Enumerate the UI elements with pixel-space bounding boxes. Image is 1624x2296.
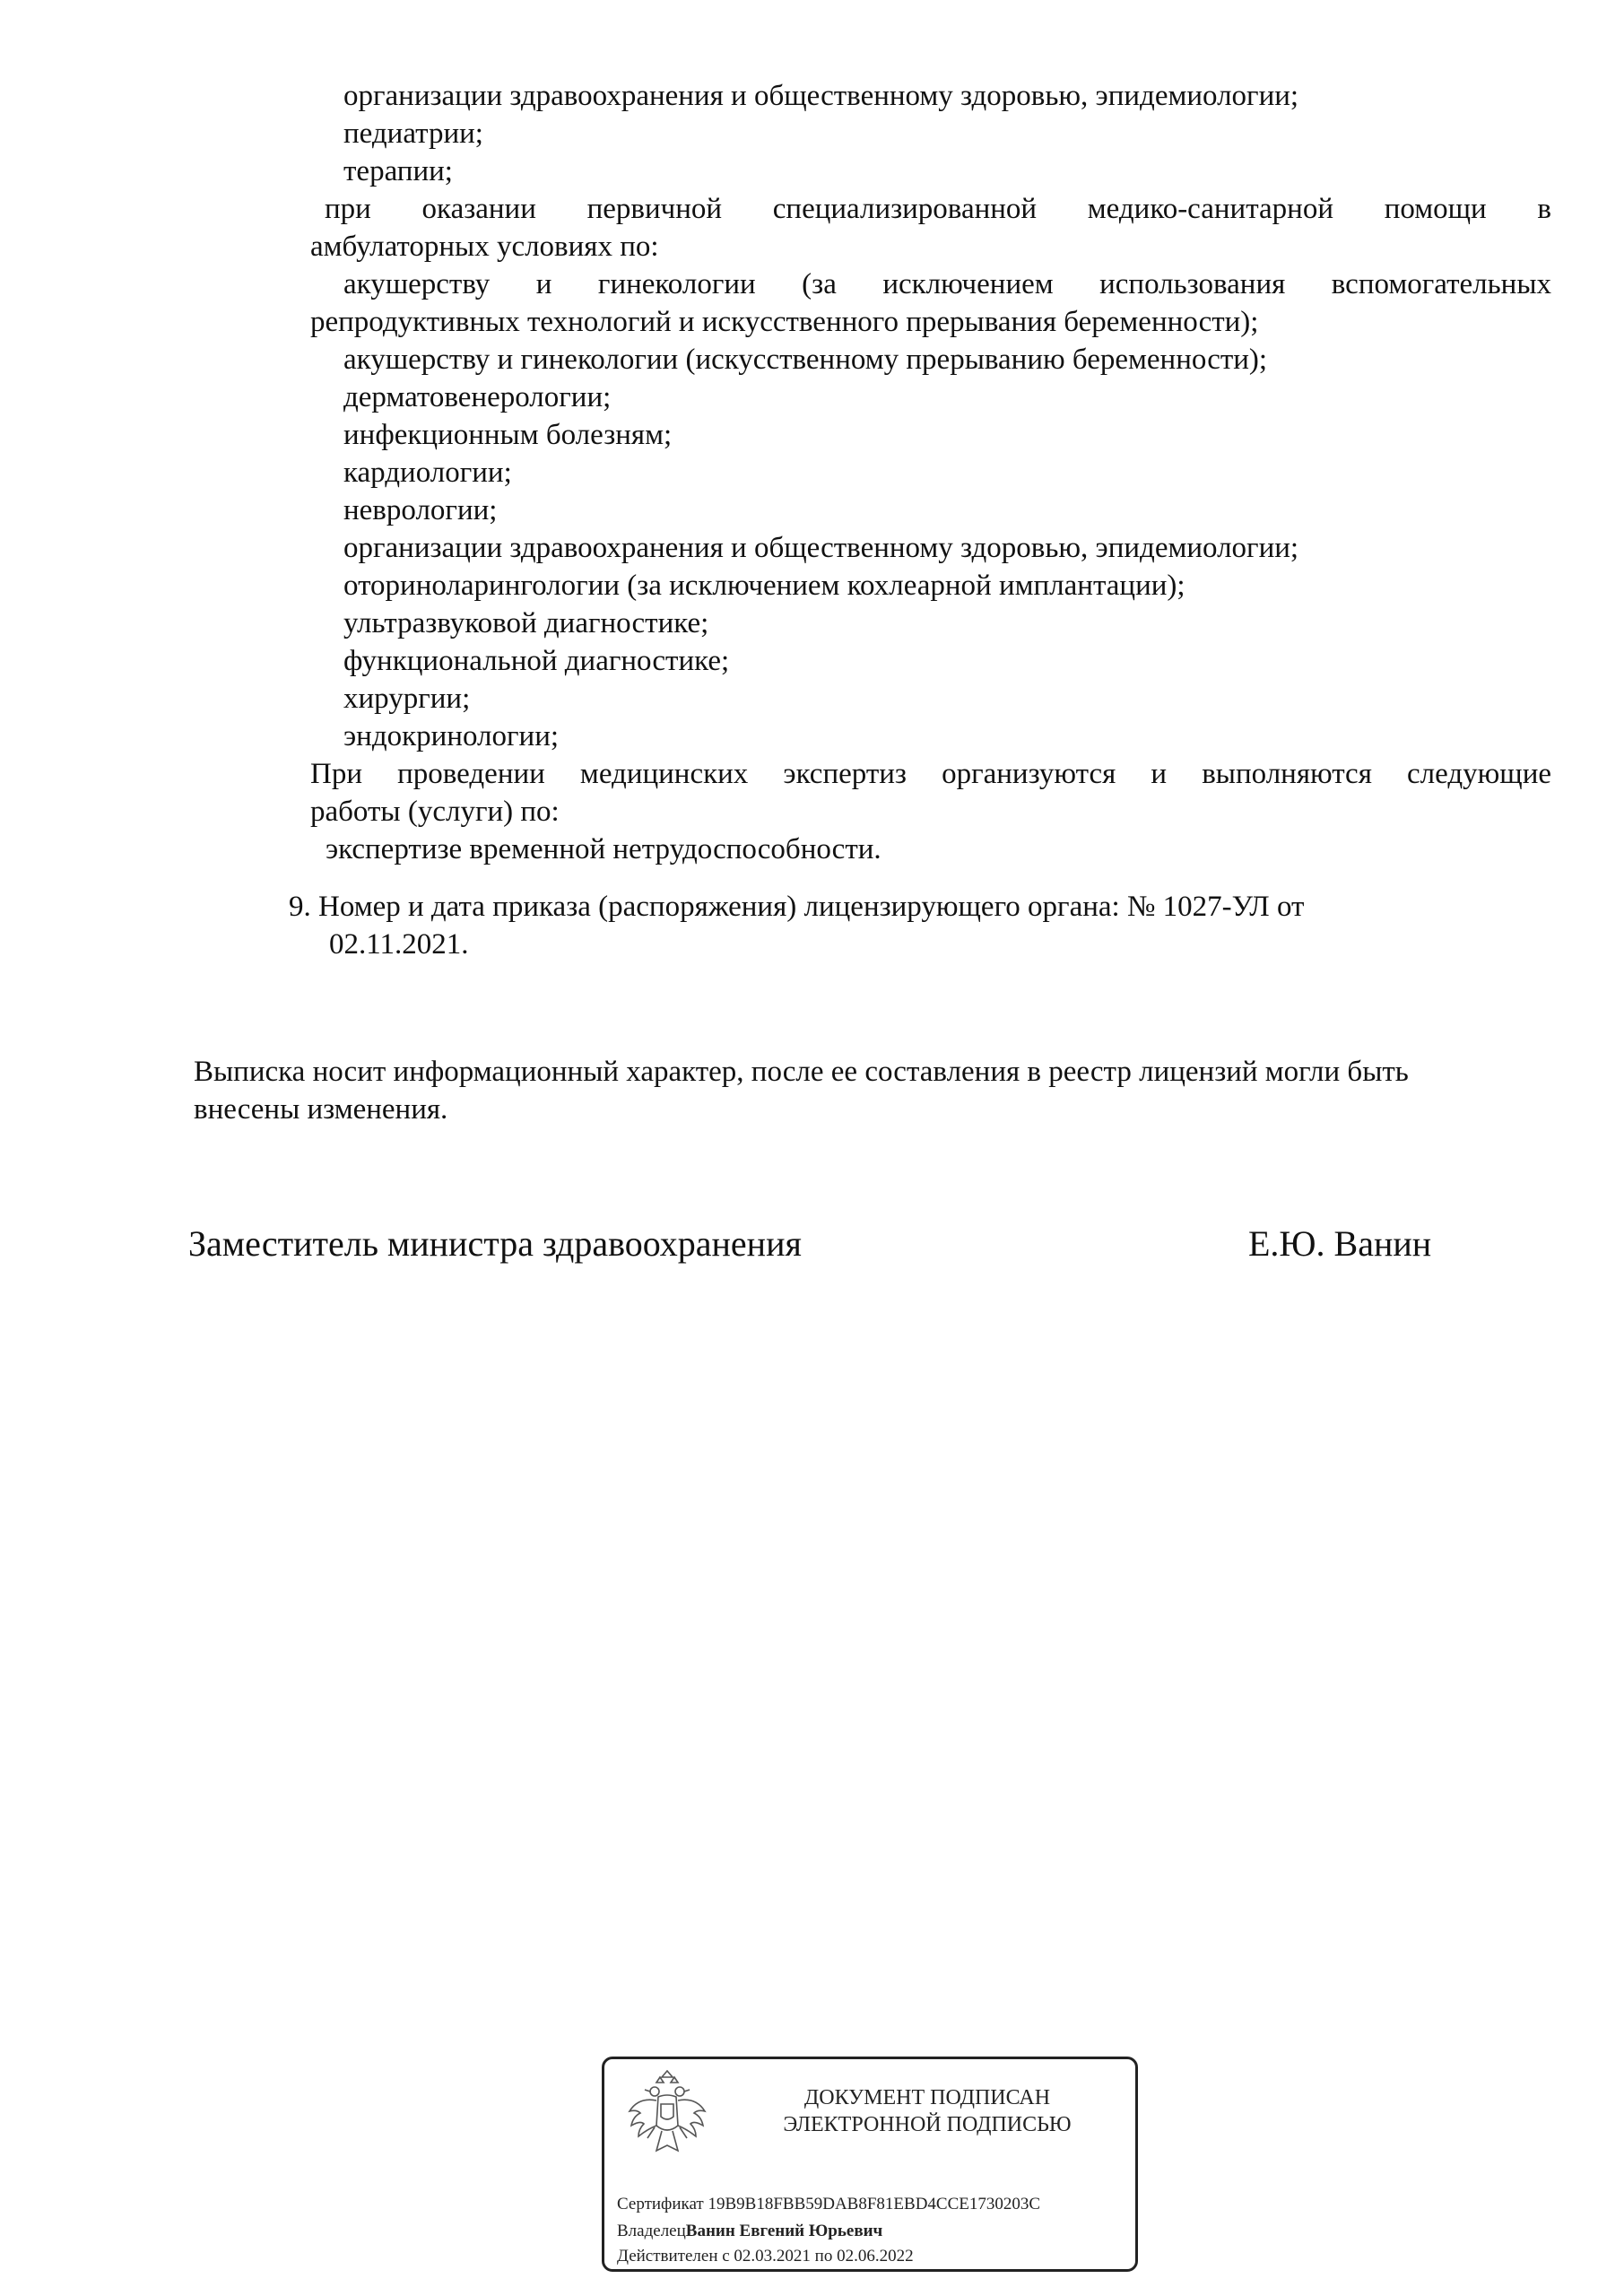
body-line: организации здравоохранения и общественному здоровью, эпидемиологии; [343,532,1299,564]
body-line: хирургии; [343,683,471,715]
stamp-title-line1: ДОКУМЕНТ ПОДПИСАН [803,2086,1051,2109]
signatory-position: Заместитель министра здравоохранения [188,1223,802,1264]
signatory-name: Е.Ю. Ванин [1248,1223,1432,1264]
body-line: кардиологии; [343,457,512,489]
order-number-line: 9. Номер и дата приказа (распоряжения) лицензирующего органа: № 1027-УЛ от [289,891,1305,923]
body-line: работы (услуги) по: [310,796,560,828]
stamp-title [730,2084,1125,2138]
stamp-owner [617,2221,882,2242]
body-line: При проведении медицинских экспертиз организуются и выполняются следующие [310,758,1551,790]
body-line: экспертизе временной нетрудоспособности. [326,833,881,865]
certificate-value: 19B9B18FBB59DAB8F81EBD4CCE1730203C [708,2195,1041,2213]
stamp-certificate [617,2194,1040,2215]
electronic-signature-stamp [602,2057,1138,2272]
body-line: репродуктивных технологий и искусственного прерывания беременности); [310,306,1259,338]
body-line: дерматовенерологии; [343,381,612,413]
body-line: неврологии; [343,494,498,526]
body-line: функциональной диагностике; [343,645,730,677]
body-line: при оказании первичной специализированной медико-санитарной помощи в [325,193,1551,225]
order-date-line: 02.11.2021. [329,928,469,961]
body-line: акушерству и гинекологии (искусственному прерыванию беременности); [343,344,1268,376]
owner-label: Владелец [617,2222,686,2240]
body-line: акушерству и гинекологии (за исключением использования вспомогательных [343,268,1551,300]
stamp-validity: Действителен с 02.03.2021 по 02.06.2022 [617,2247,914,2266]
body-line: эндокринологии; [343,720,560,752]
body-line: ультразвуковой диагностике; [343,607,709,639]
body-line: оториноларингологии (за исключением кохлеарной имплантации); [343,570,1185,602]
notice-line: Выписка носит информационный характер, после ее составления в реестр лицензий могли быть [194,1056,1409,1088]
russian-coat-of-arms-icon [622,2070,712,2169]
owner-value: Ванин Евгений Юрьевич [685,2222,883,2240]
notice-line: внесены изменения. [194,1093,448,1126]
certificate-label: Сертификат [617,2195,704,2213]
body-line: терапии; [343,155,453,187]
stamp-title-line2: ЭЛЕКТРОННОЙ ПОДПИСЬЮ [783,2113,1072,2136]
body-line: инфекционным болезням; [343,419,673,451]
body-line: педиатрии; [343,117,483,150]
body-line: организации здравоохранения и общественному здоровью, эпидемиологии; [343,80,1299,112]
body-line: амбулаторных условиях по: [310,230,659,263]
